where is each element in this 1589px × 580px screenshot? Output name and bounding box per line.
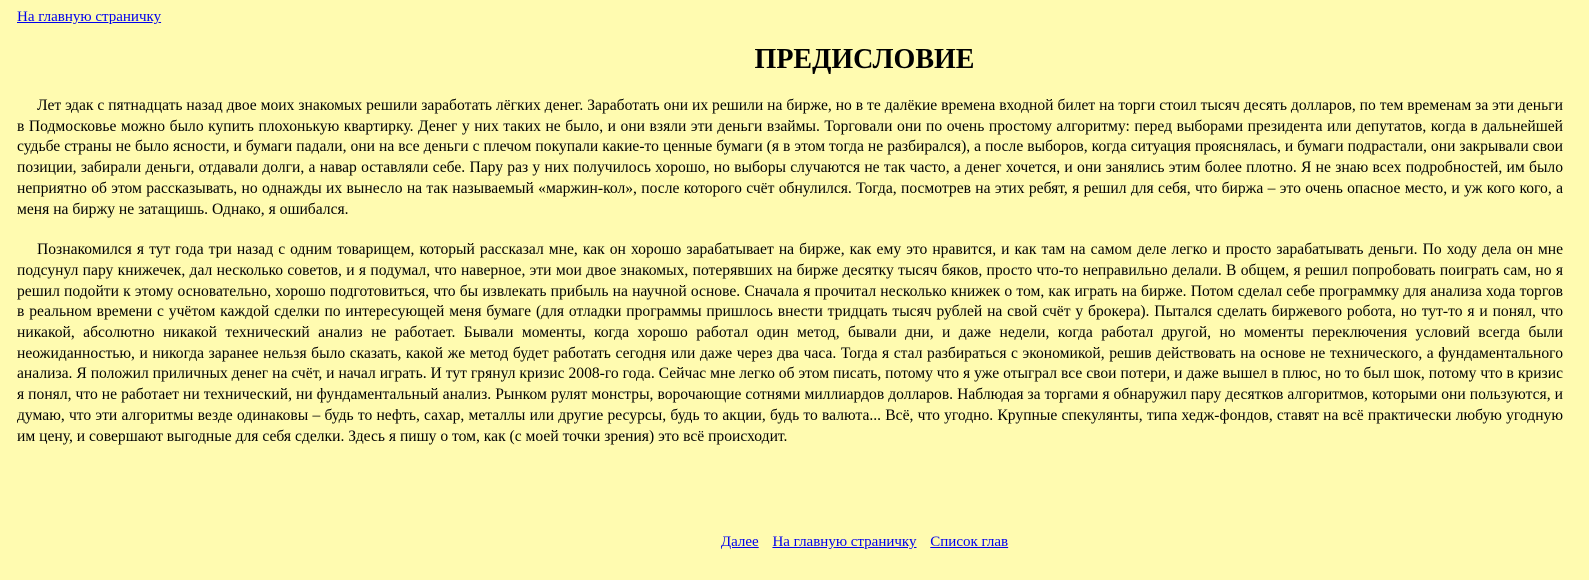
home-link-bottom[interactable]: На главную страничку <box>772 534 917 550</box>
paragraph-2: Познакомился я тут года три назад с одним товарищем, который рассказал мне, как он хорошо зарабатывает на бирже, как ему это нравится, и как там на самом деле легко и просто зарабатывать деньги. По ходу дела он мне подсунул пару книжечек, дал несколько советов, и я подумал, что наверное, эти мои двое знакомых, потерявших на бирже десятку тысяч бяков, просто что-то неправильно делали. В общем, я решил попробовать поиграть сам, но я решил подойти к этому основательно, хорошо подготовиться, что бы извлекать прибыль на научной основе. Сначала я прочитал несколько книжек о том, как играть на бирже. Потом сделал себе программку для анализа хода торгов в реальном времени с учётом каждой сделки по интересующей меня бумаге (для отладки программы пришлось внести тридцать тысяч рублей на свой счёт у брокера). Пытался сделать биржевого робота, но тут-то я и понял, что никакой, абсолютно никакой технический анализ не работает. Бывали моменты, когда хорошо работал один метод, бывали дни, и даже недели, когда работал другой, но моменты переключения условий всегда были неожиданностью, и никогда заранее нельзя было сказать, какой же метод будет работать сегодня или даже через два часа. Тогда я стал разбираться с экономикой, решив действовать на основе не технического, а фундаментального анализа. Я положил приличных денег на счёт, и начал играть. И тут грянул кризис 2008-го года. Сейчас мне легко об этом писать, потому что я уже отыграл все свои потери, и даже вышел в плюс, но то был шок, потому что в кризис я понял, что не работает ни технический, ни фундаментальный анализ. Рынком рулят монстры, ворочающие сотнями миллиардов долларов. Наблюдая за торгами я обнаружил пару десятков алгоритмов, которыми они пользуются, и думаю, что эти алгоритмы везде одинаковы – будь то нефть, сахар, металлы или другие ресурсы, будь то акции, будь то валюта... Всё, что угодно. Крупные спекулянты, типа хедж-фондов, ставят на всё практически любую угодную им цену, и совершают выгодные для себя сделки. Здесь я пишу о том, как (с моей точки зрения) это всё происходит. <box>17 241 1563 445</box>
footer-navigation <box>0 533 1589 551</box>
page-title: ПРЕДИСЛОВИЕ <box>754 44 975 75</box>
home-link-top[interactable]: На главную страничку <box>17 9 162 25</box>
paragraph-1: Лет эдак с пятнадцать назад двое моих знакомых решили заработать лёгких денег. Заработать они их решили на бирже, но в те далёкие времена входной билет на торги стоил тысяч десять долларов, по тем временам за эти деньги в Подмосковье можно было купить плохонькую квартирку. Денег у них таких не было, и они взяли эти деньги взаймы. Торговали они по очень простому алгоритму: перед выборами президента или депутатов, когда в дальнейшей судьбе страны не было ясности, и бумаги падали, они на все деньги с плечом покупали какие-то ценные бумаги (я в этом тогда не разбирался), а после выборов, когда ситуация прояснялась, и бумаги подрастали, они закрывали свои позиции, забирали деньги, отдавали долги, а навар оставляли себе. Пару раз у них получилось хорошо, но выборы случаются не так часто, а денег хочется, и они занялись этим более плотно. Я не знаю всех подробностей, им было неприятно об этом рассказывать, но однажды их вынесло на так называемый «маржин-кол», после которого счёт обнулился. Тогда, посмотрев на этих ребят, я решил для себя, что биржа – это очень опасное место, и уж кого кого, а меня на биржу не затащишь. Однако, я ошибался. <box>17 97 1563 218</box>
next-link[interactable]: Далее <box>720 534 759 550</box>
preface-text <box>17 96 1563 467</box>
chapters-list-link[interactable]: Список глав <box>930 534 1009 550</box>
